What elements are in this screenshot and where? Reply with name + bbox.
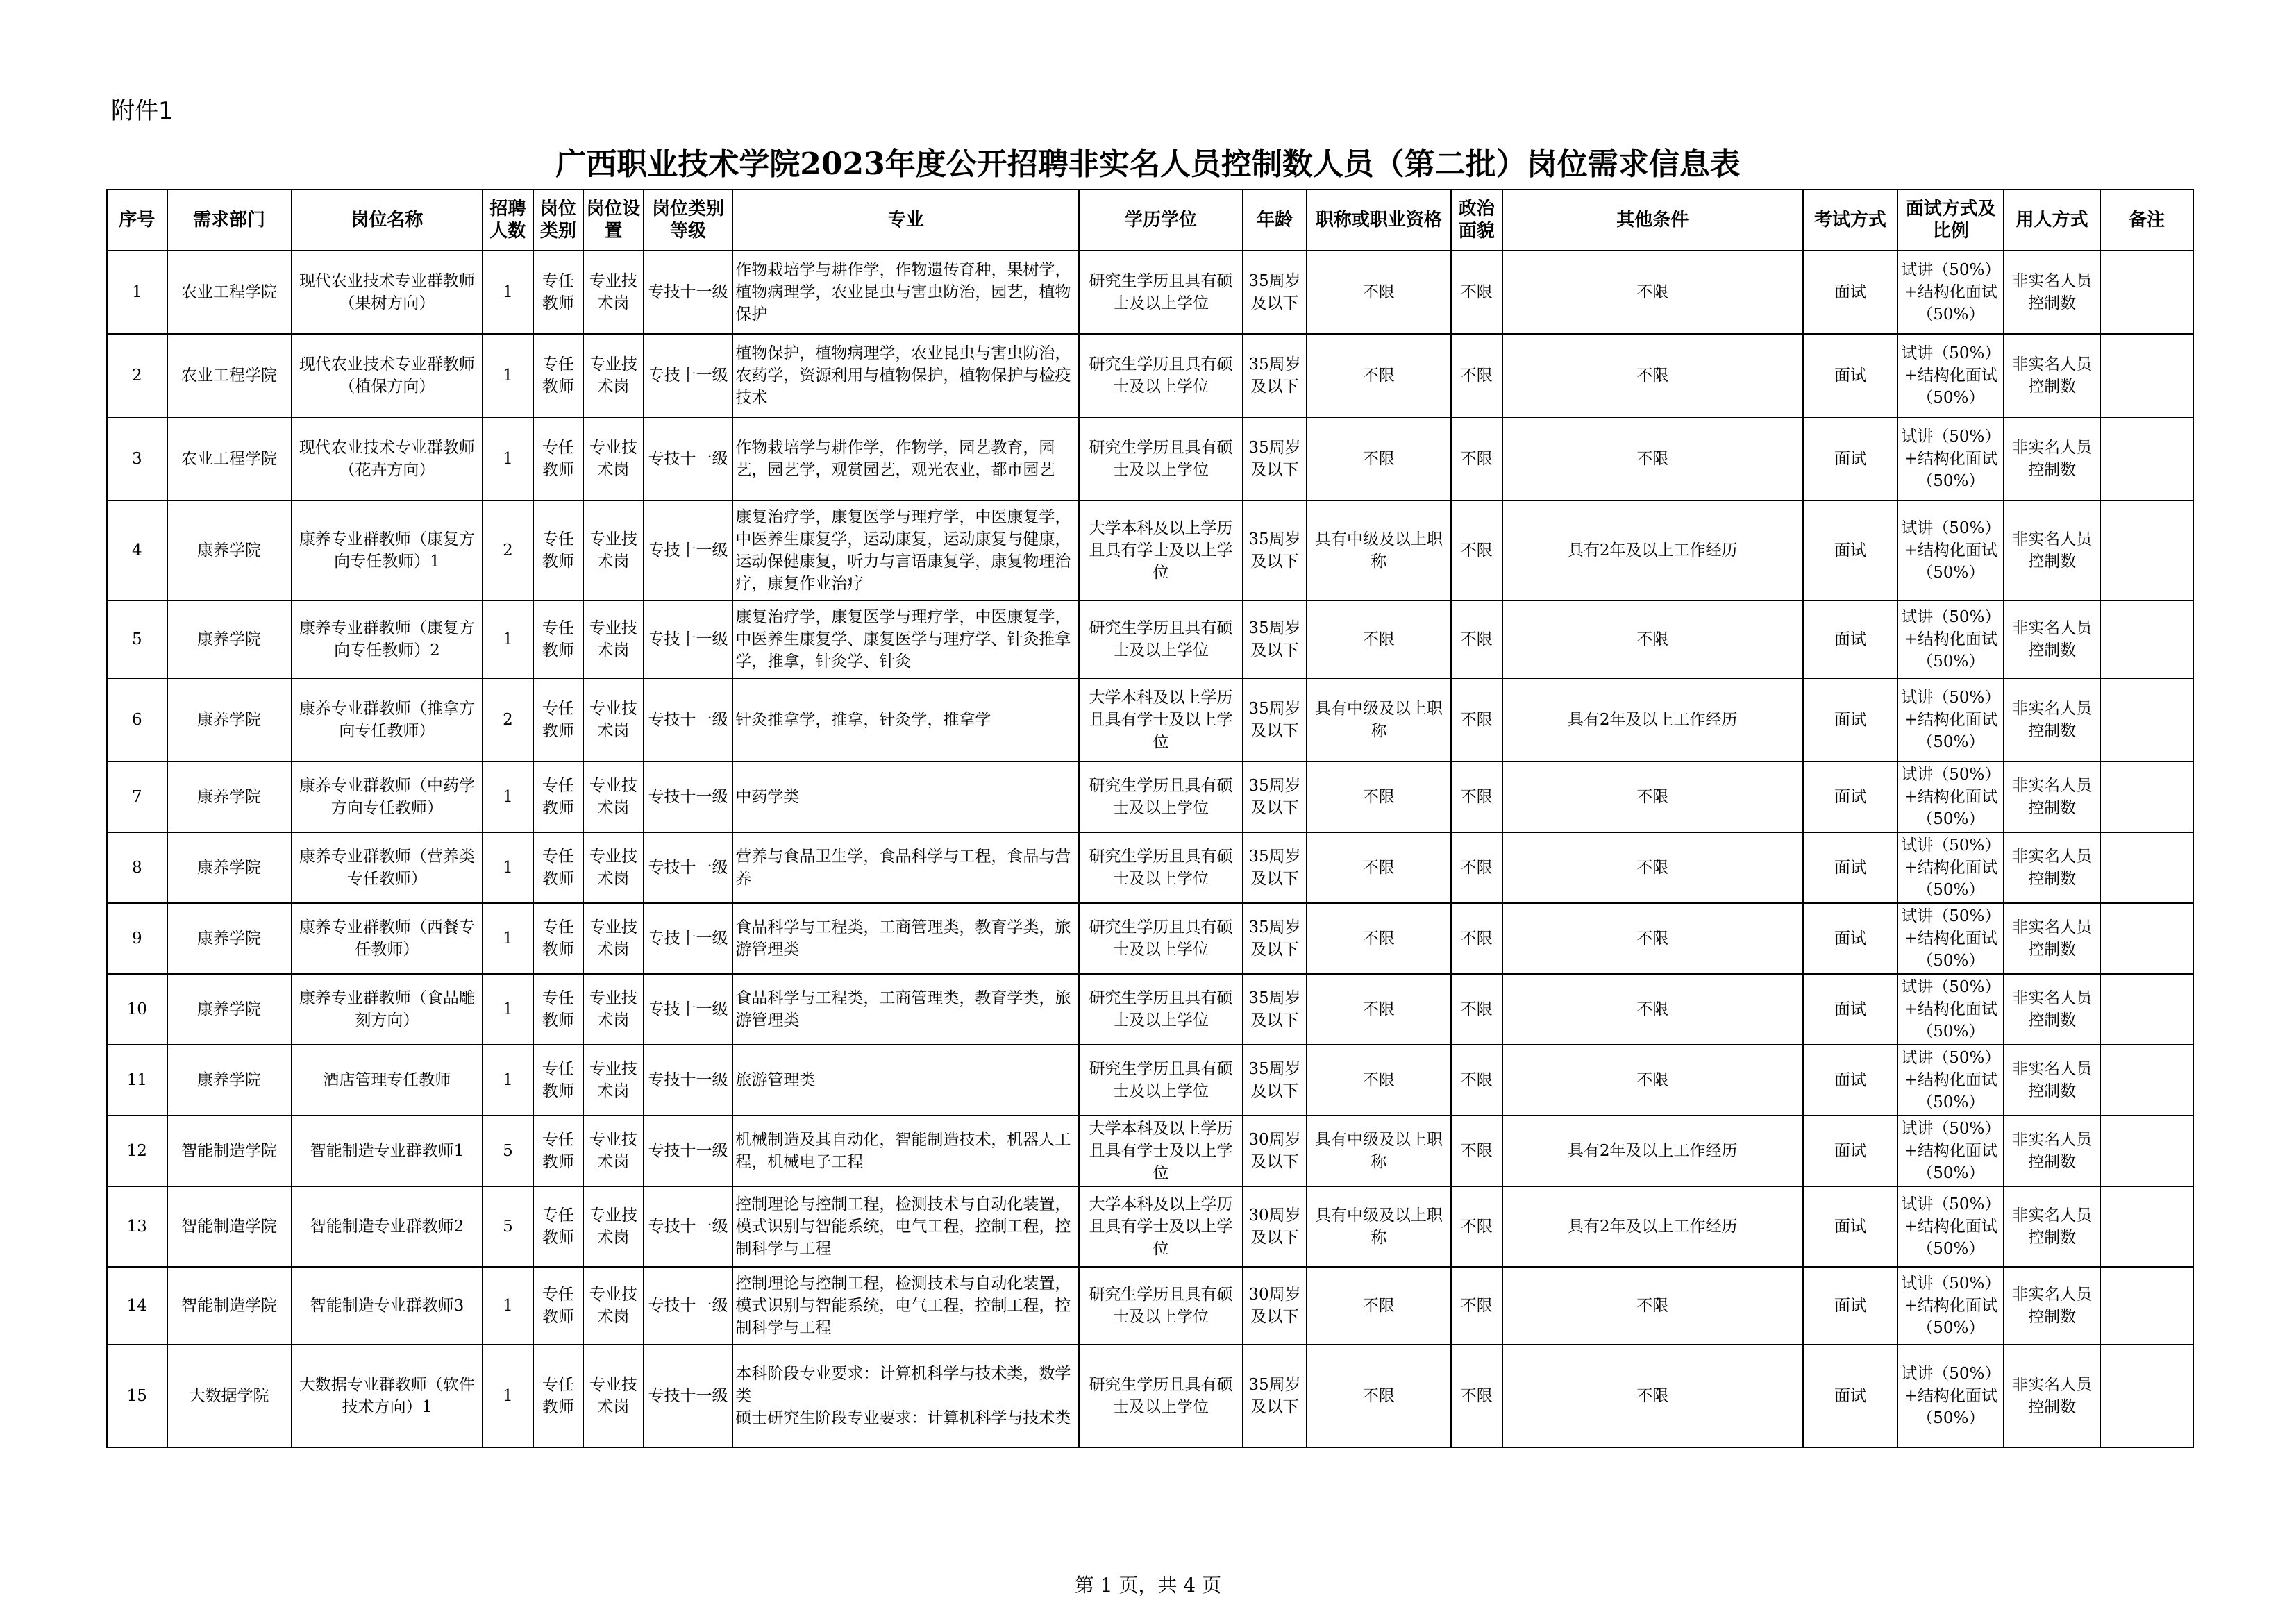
cell-setting: 专业技术岗 [583, 251, 644, 334]
cell-other: 具有2年及以上工作经历 [1502, 678, 1803, 762]
col-header-education: 学历学位 [1079, 190, 1242, 251]
cell-other: 不限 [1502, 1345, 1803, 1447]
cell-category: 专任教师 [533, 1116, 583, 1186]
col-header-category: 岗位类别 [533, 190, 583, 251]
cell-exam: 面试 [1803, 762, 1898, 832]
cell-no: 5 [107, 600, 167, 678]
cell-education: 研究生学历且具有硕士及以上学位 [1079, 762, 1242, 832]
cell-age: 35周岁及以下 [1243, 903, 1307, 974]
cell-remark [2100, 251, 2193, 334]
table-row [107, 762, 2193, 832]
cell-major: 控制理论与控制工程，检测技术与自动化装置，模式识别与智能系统，电气工程，控制工程，控制科学与工程 [732, 1267, 1079, 1345]
cell-interview: 试讲（50%）+结构化面试（50%） [1897, 417, 2004, 501]
cell-count: 2 [483, 678, 533, 762]
cell-exam: 面试 [1803, 1045, 1898, 1116]
cell-no: 1 [107, 251, 167, 334]
cell-age: 30周岁及以下 [1243, 1267, 1307, 1345]
cell-education: 研究生学历且具有硕士及以上学位 [1079, 251, 1242, 334]
cell-major: 本科阶段专业要求：计算机科学与技术类，数学类 硕士研究生阶段专业要求：计算机科学与技术类 [732, 1345, 1079, 1447]
cell-major: 营养与食品卫生学，食品科学与工程，食品与营养 [732, 832, 1079, 903]
cell-politics: 不限 [1451, 1116, 1502, 1186]
cell-post: 智能制造专业群教师3 [292, 1267, 483, 1345]
cell-no: 7 [107, 762, 167, 832]
cell-employ: 非实名人员控制数 [2004, 1045, 2100, 1116]
cell-age: 35周岁及以下 [1243, 832, 1307, 903]
col-header-politics: 政治面貌 [1451, 190, 1502, 251]
cell-employ: 非实名人员控制数 [2004, 1116, 2100, 1186]
col-header-title: 职称或职业资格 [1307, 190, 1450, 251]
cell-setting: 专业技术岗 [583, 600, 644, 678]
cell-no: 2 [107, 334, 167, 417]
table-row [107, 832, 2193, 903]
cell-education: 研究生学历且具有硕士及以上学位 [1079, 417, 1242, 501]
cell-title: 具有中级及以上职称 [1307, 678, 1450, 762]
col-header-setting: 岗位设置 [583, 190, 644, 251]
cell-title: 具有中级及以上职称 [1307, 501, 1450, 600]
cell-employ: 非实名人员控制数 [2004, 832, 2100, 903]
cell-other: 不限 [1502, 600, 1803, 678]
cell-setting: 专业技术岗 [583, 903, 644, 974]
cell-setting: 专业技术岗 [583, 334, 644, 417]
cell-post: 康养专业群教师（中药学方向专任教师） [292, 762, 483, 832]
cell-exam: 面试 [1803, 678, 1898, 762]
cell-other: 不限 [1502, 832, 1803, 903]
cell-count: 1 [483, 903, 533, 974]
cell-politics: 不限 [1451, 501, 1502, 600]
cell-interview: 试讲（50%）+结构化面试（50%） [1897, 974, 2004, 1045]
cell-grade: 专技十一级 [644, 1116, 733, 1186]
cell-no: 15 [107, 1345, 167, 1447]
col-header-no: 序号 [107, 190, 167, 251]
cell-title: 不限 [1307, 334, 1450, 417]
cell-age: 30周岁及以下 [1243, 1116, 1307, 1186]
cell-remark [2100, 600, 2193, 678]
table-row [107, 1267, 2193, 1345]
cell-exam: 面试 [1803, 832, 1898, 903]
cell-exam: 面试 [1803, 501, 1898, 600]
cell-dept: 智能制造学院 [167, 1186, 292, 1267]
cell-count: 5 [483, 1186, 533, 1267]
cell-remark [2100, 1267, 2193, 1345]
cell-title: 不限 [1307, 1345, 1450, 1447]
cell-no: 12 [107, 1116, 167, 1186]
cell-remark [2100, 417, 2193, 501]
cell-grade: 专技十一级 [644, 832, 733, 903]
cell-category: 专任教师 [533, 251, 583, 334]
cell-employ: 非实名人员控制数 [2004, 600, 2100, 678]
cell-other: 不限 [1502, 974, 1803, 1045]
cell-setting: 专业技术岗 [583, 762, 644, 832]
cell-exam: 面试 [1803, 1116, 1898, 1186]
cell-exam: 面试 [1803, 334, 1898, 417]
cell-employ: 非实名人员控制数 [2004, 974, 2100, 1045]
cell-category: 专任教师 [533, 678, 583, 762]
cell-age: 35周岁及以下 [1243, 974, 1307, 1045]
cell-remark [2100, 832, 2193, 903]
cell-politics: 不限 [1451, 678, 1502, 762]
cell-post: 大数据专业群教师（软件技术方向）1 [292, 1345, 483, 1447]
cell-post: 康养专业群教师（康复方向专任教师）1 [292, 501, 483, 600]
cell-education: 研究生学历且具有硕士及以上学位 [1079, 903, 1242, 974]
cell-grade: 专技十一级 [644, 678, 733, 762]
cell-dept: 康养学院 [167, 678, 292, 762]
col-header-other: 其他条件 [1502, 190, 1803, 251]
header-row [107, 190, 2193, 251]
cell-post: 现代农业技术专业群教师（花卉方向） [292, 417, 483, 501]
cell-education: 大学本科及以上学历且具有学士及以上学位 [1079, 1186, 1242, 1267]
cell-major: 旅游管理类 [732, 1045, 1079, 1116]
cell-age: 35周岁及以下 [1243, 600, 1307, 678]
cell-remark [2100, 678, 2193, 762]
cell-exam: 面试 [1803, 1345, 1898, 1447]
cell-no: 8 [107, 832, 167, 903]
cell-post: 康养专业群教师（康复方向专任教师）2 [292, 600, 483, 678]
cell-politics: 不限 [1451, 334, 1502, 417]
cell-age: 35周岁及以下 [1243, 417, 1307, 501]
cell-major: 植物保护，植物病理学，农业昆虫与害虫防治，农药学，资源利用与植物保护，植物保护与检疫技术 [732, 334, 1079, 417]
cell-other: 不限 [1502, 903, 1803, 974]
cell-interview: 试讲（50%）+结构化面试（50%） [1897, 334, 2004, 417]
cell-interview: 试讲（50%）+结构化面试（50%） [1897, 1345, 2004, 1447]
cell-setting: 专业技术岗 [583, 678, 644, 762]
cell-post: 现代农业技术专业群教师（果树方向） [292, 251, 483, 334]
cell-no: 10 [107, 974, 167, 1045]
cell-count: 1 [483, 417, 533, 501]
cell-exam: 面试 [1803, 600, 1898, 678]
cell-age: 35周岁及以下 [1243, 1045, 1307, 1116]
table-row [107, 334, 2193, 417]
cell-education: 研究生学历且具有硕士及以上学位 [1079, 1267, 1242, 1345]
cell-interview: 试讲（50%）+结构化面试（50%） [1897, 832, 2004, 903]
cell-politics: 不限 [1451, 417, 1502, 501]
cell-setting: 专业技术岗 [583, 501, 644, 600]
table-row [107, 501, 2193, 600]
cell-major: 作物栽培学与耕作学，作物学，园艺教育，园艺，园艺学，观赏园艺，观光农业，都市园艺 [732, 417, 1079, 501]
cell-grade: 专技十一级 [644, 1267, 733, 1345]
cell-exam: 面试 [1803, 974, 1898, 1045]
cell-interview: 试讲（50%）+结构化面试（50%） [1897, 501, 2004, 600]
cell-count: 1 [483, 1345, 533, 1447]
cell-category: 专任教师 [533, 762, 583, 832]
cell-exam: 面试 [1803, 251, 1898, 334]
cell-employ: 非实名人员控制数 [2004, 334, 2100, 417]
cell-remark [2100, 1345, 2193, 1447]
cell-age: 30周岁及以下 [1243, 1186, 1307, 1267]
cell-interview: 试讲（50%）+结构化面试（50%） [1897, 678, 2004, 762]
cell-post: 智能制造专业群教师2 [292, 1186, 483, 1267]
cell-no: 11 [107, 1045, 167, 1116]
cell-age: 35周岁及以下 [1243, 334, 1307, 417]
cell-employ: 非实名人员控制数 [2004, 1267, 2100, 1345]
cell-other: 具有2年及以上工作经历 [1502, 1116, 1803, 1186]
cell-exam: 面试 [1803, 1186, 1898, 1267]
table-row [107, 417, 2193, 501]
cell-age: 35周岁及以下 [1243, 1345, 1307, 1447]
cell-grade: 专技十一级 [644, 417, 733, 501]
cell-politics: 不限 [1451, 762, 1502, 832]
cell-category: 专任教师 [533, 974, 583, 1045]
cell-grade: 专技十一级 [644, 251, 733, 334]
table-row [107, 600, 2193, 678]
cell-grade: 专技十一级 [644, 762, 733, 832]
cell-post: 康养专业群教师（营养类专任教师） [292, 832, 483, 903]
cell-education: 研究生学历且具有硕士及以上学位 [1079, 1345, 1242, 1447]
cell-education: 研究生学历且具有硕士及以上学位 [1079, 832, 1242, 903]
cell-interview: 试讲（50%）+结构化面试（50%） [1897, 903, 2004, 974]
cell-major: 食品科学与工程类，工商管理类，教育学类，旅游管理类 [732, 974, 1079, 1045]
cell-education: 大学本科及以上学历且具有学士及以上学位 [1079, 1116, 1242, 1186]
col-header-interview: 面试方式及比例 [1897, 190, 2004, 251]
cell-other: 不限 [1502, 762, 1803, 832]
cell-age: 35周岁及以下 [1243, 678, 1307, 762]
cell-employ: 非实名人员控制数 [2004, 1345, 2100, 1447]
cell-major: 康复治疗学，康复医学与理疗学，中医康复学，中医养生康复学，运动康复，运动康复与健康，运动保健康复，听力与言语康复学，康复物理治疗，康复作业治疗 [732, 501, 1079, 600]
cell-grade: 专技十一级 [644, 1345, 733, 1447]
cell-setting: 专业技术岗 [583, 417, 644, 501]
cell-other: 不限 [1502, 251, 1803, 334]
cell-category: 专任教师 [533, 1045, 583, 1116]
cell-dept: 康养学院 [167, 501, 292, 600]
cell-grade: 专技十一级 [644, 600, 733, 678]
cell-age: 35周岁及以下 [1243, 501, 1307, 600]
cell-employ: 非实名人员控制数 [2004, 501, 2100, 600]
cell-politics: 不限 [1451, 903, 1502, 974]
col-header-count: 招聘人数 [483, 190, 533, 251]
cell-other: 不限 [1502, 1267, 1803, 1345]
cell-education: 研究生学历且具有硕士及以上学位 [1079, 974, 1242, 1045]
cell-title: 不限 [1307, 1267, 1450, 1345]
cell-employ: 非实名人员控制数 [2004, 251, 2100, 334]
table-row [107, 251, 2193, 334]
cell-post: 康养专业群教师（食品雕刻方向） [292, 974, 483, 1045]
col-header-dept: 需求部门 [167, 190, 292, 251]
cell-dept: 智能制造学院 [167, 1267, 292, 1345]
cell-count: 1 [483, 762, 533, 832]
cell-major: 康复治疗学，康复医学与理疗学，中医康复学，中医养生康复学、康复医学与理疗学、针灸推拿学，推拿，针灸学、针灸 [732, 600, 1079, 678]
cell-count: 1 [483, 832, 533, 903]
cell-politics: 不限 [1451, 974, 1502, 1045]
table-row [107, 1186, 2193, 1267]
cell-other: 具有2年及以上工作经历 [1502, 501, 1803, 600]
cell-interview: 试讲（50%）+结构化面试（50%） [1897, 600, 2004, 678]
cell-politics: 不限 [1451, 600, 1502, 678]
cell-title: 具有中级及以上职称 [1307, 1186, 1450, 1267]
job-requirements-table [106, 189, 2194, 1448]
cell-politics: 不限 [1451, 832, 1502, 903]
cell-grade: 专技十一级 [644, 1186, 733, 1267]
cell-setting: 专业技术岗 [583, 1345, 644, 1447]
col-header-employ: 用人方式 [2004, 190, 2100, 251]
cell-politics: 不限 [1451, 1267, 1502, 1345]
cell-title: 不限 [1307, 832, 1450, 903]
cell-education: 研究生学历且具有硕士及以上学位 [1079, 600, 1242, 678]
cell-category: 专任教师 [533, 334, 583, 417]
cell-interview: 试讲（50%）+结构化面试（50%） [1897, 762, 2004, 832]
cell-count: 2 [483, 501, 533, 600]
cell-employ: 非实名人员控制数 [2004, 762, 2100, 832]
cell-remark [2100, 974, 2193, 1045]
cell-category: 专任教师 [533, 600, 583, 678]
page-number: 第 1 页，共 4 页 [1074, 1574, 1222, 1597]
cell-no: 3 [107, 417, 167, 501]
cell-other: 不限 [1502, 417, 1803, 501]
cell-exam: 面试 [1803, 903, 1898, 974]
cell-education: 大学本科及以上学历且具有学士及以上学位 [1079, 678, 1242, 762]
cell-major: 中药学类 [732, 762, 1079, 832]
cell-title: 不限 [1307, 600, 1450, 678]
cell-dept: 大数据学院 [167, 1345, 292, 1447]
cell-remark [2100, 903, 2193, 974]
table-row [107, 903, 2193, 974]
cell-major: 作物栽培学与耕作学，作物遗传育种，果树学，植物病理学，农业昆虫与害虫防治，园艺，植物保护 [732, 251, 1079, 334]
cell-count: 1 [483, 974, 533, 1045]
col-header-post: 岗位名称 [292, 190, 483, 251]
cell-count: 5 [483, 1116, 533, 1186]
cell-politics: 不限 [1451, 1345, 1502, 1447]
cell-interview: 试讲（50%）+结构化面试（50%） [1897, 1045, 2004, 1116]
cell-remark [2100, 1116, 2193, 1186]
cell-category: 专任教师 [533, 1267, 583, 1345]
cell-dept: 康养学院 [167, 974, 292, 1045]
cell-interview: 试讲（50%）+结构化面试（50%） [1897, 1116, 2004, 1186]
cell-interview: 试讲（50%）+结构化面试（50%） [1897, 1186, 2004, 1267]
cell-title: 不限 [1307, 1045, 1450, 1116]
cell-grade: 专技十一级 [644, 334, 733, 417]
cell-employ: 非实名人员控制数 [2004, 1186, 2100, 1267]
cell-category: 专任教师 [533, 501, 583, 600]
cell-dept: 农业工程学院 [167, 417, 292, 501]
cell-other: 具有2年及以上工作经历 [1502, 1186, 1803, 1267]
cell-employ: 非实名人员控制数 [2004, 678, 2100, 762]
cell-no: 14 [107, 1267, 167, 1345]
col-header-grade: 岗位类别等级 [644, 190, 733, 251]
cell-category: 专任教师 [533, 832, 583, 903]
cell-education: 研究生学历且具有硕士及以上学位 [1079, 1045, 1242, 1116]
annex-label: 附件1 [111, 97, 174, 125]
cell-setting: 专业技术岗 [583, 974, 644, 1045]
cell-major: 控制理论与控制工程，检测技术与自动化装置，模式识别与智能系统，电气工程，控制工程，控制科学与工程 [732, 1186, 1079, 1267]
cell-remark [2100, 1045, 2193, 1116]
cell-major: 机械制造及其自动化，智能制造技术，机器人工程，机械电子工程 [732, 1116, 1079, 1186]
table-row [107, 678, 2193, 762]
cell-count: 1 [483, 600, 533, 678]
cell-title: 具有中级及以上职称 [1307, 1116, 1450, 1186]
cell-dept: 康养学院 [167, 903, 292, 974]
cell-post: 康养专业群教师（西餐专任教师） [292, 903, 483, 974]
cell-grade: 专技十一级 [644, 1045, 733, 1116]
cell-major: 食品科学与工程类，工商管理类，教育学类，旅游管理类 [732, 903, 1079, 974]
table-row [107, 1116, 2193, 1186]
cell-dept: 康养学院 [167, 762, 292, 832]
cell-no: 9 [107, 903, 167, 974]
cell-dept: 康养学院 [167, 832, 292, 903]
cell-grade: 专技十一级 [644, 501, 733, 600]
cell-grade: 专技十一级 [644, 903, 733, 974]
cell-category: 专任教师 [533, 1186, 583, 1267]
cell-exam: 面试 [1803, 417, 1898, 501]
cell-politics: 不限 [1451, 1045, 1502, 1116]
cell-dept: 康养学院 [167, 1045, 292, 1116]
table-row [107, 1045, 2193, 1116]
col-header-major: 专业 [732, 190, 1079, 251]
cell-category: 专任教师 [533, 417, 583, 501]
cell-dept: 智能制造学院 [167, 1116, 292, 1186]
cell-category: 专任教师 [533, 1345, 583, 1447]
cell-setting: 专业技术岗 [583, 1045, 644, 1116]
col-header-age: 年龄 [1243, 190, 1307, 251]
cell-dept: 康养学院 [167, 600, 292, 678]
cell-exam: 面试 [1803, 1267, 1898, 1345]
cell-major: 针灸推拿学，推拿，针灸学，推拿学 [732, 678, 1079, 762]
cell-setting: 专业技术岗 [583, 832, 644, 903]
cell-remark [2100, 334, 2193, 417]
cell-title: 不限 [1307, 417, 1450, 501]
cell-setting: 专业技术岗 [583, 1267, 644, 1345]
cell-count: 1 [483, 1045, 533, 1116]
col-header-exam: 考试方式 [1803, 190, 1898, 251]
cell-no: 4 [107, 501, 167, 600]
cell-grade: 专技十一级 [644, 974, 733, 1045]
cell-dept: 农业工程学院 [167, 251, 292, 334]
cell-remark [2100, 762, 2193, 832]
cell-age: 35周岁及以下 [1243, 251, 1307, 334]
cell-employ: 非实名人员控制数 [2004, 903, 2100, 974]
cell-remark [2100, 501, 2193, 600]
table-row [107, 1345, 2193, 1447]
cell-setting: 专业技术岗 [583, 1116, 644, 1186]
cell-interview: 试讲（50%）+结构化面试（50%） [1897, 251, 2004, 334]
cell-education: 研究生学历且具有硕士及以上学位 [1079, 334, 1242, 417]
cell-dept: 农业工程学院 [167, 334, 292, 417]
cell-title: 不限 [1307, 251, 1450, 334]
cell-education: 大学本科及以上学历且具有学士及以上学位 [1079, 501, 1242, 600]
cell-politics: 不限 [1451, 251, 1502, 334]
cell-category: 专任教师 [533, 903, 583, 974]
cell-count: 1 [483, 1267, 533, 1345]
cell-other: 不限 [1502, 334, 1803, 417]
cell-title: 不限 [1307, 974, 1450, 1045]
cell-interview: 试讲（50%）+结构化面试（50%） [1897, 1267, 2004, 1345]
cell-post: 智能制造专业群教师1 [292, 1116, 483, 1186]
cell-politics: 不限 [1451, 1186, 1502, 1267]
cell-setting: 专业技术岗 [583, 1186, 644, 1267]
cell-post: 酒店管理专任教师 [292, 1045, 483, 1116]
cell-age: 35周岁及以下 [1243, 762, 1307, 832]
cell-post: 康养专业群教师（推拿方向专任教师） [292, 678, 483, 762]
cell-other: 不限 [1502, 1045, 1803, 1116]
cell-count: 1 [483, 334, 533, 417]
cell-remark [2100, 1186, 2193, 1267]
table-row [107, 974, 2193, 1045]
cell-employ: 非实名人员控制数 [2004, 417, 2100, 501]
page-title: 广西职业技术学院2023年度公开招聘非实名人员控制数人员（第二批）岗位需求信息表 [555, 146, 1741, 182]
col-header-remark: 备注 [2100, 190, 2193, 251]
cell-post: 现代农业技术专业群教师（植保方向） [292, 334, 483, 417]
cell-title: 不限 [1307, 762, 1450, 832]
cell-title: 不限 [1307, 903, 1450, 974]
cell-count: 1 [483, 251, 533, 334]
cell-no: 6 [107, 678, 167, 762]
cell-no: 13 [107, 1186, 167, 1267]
